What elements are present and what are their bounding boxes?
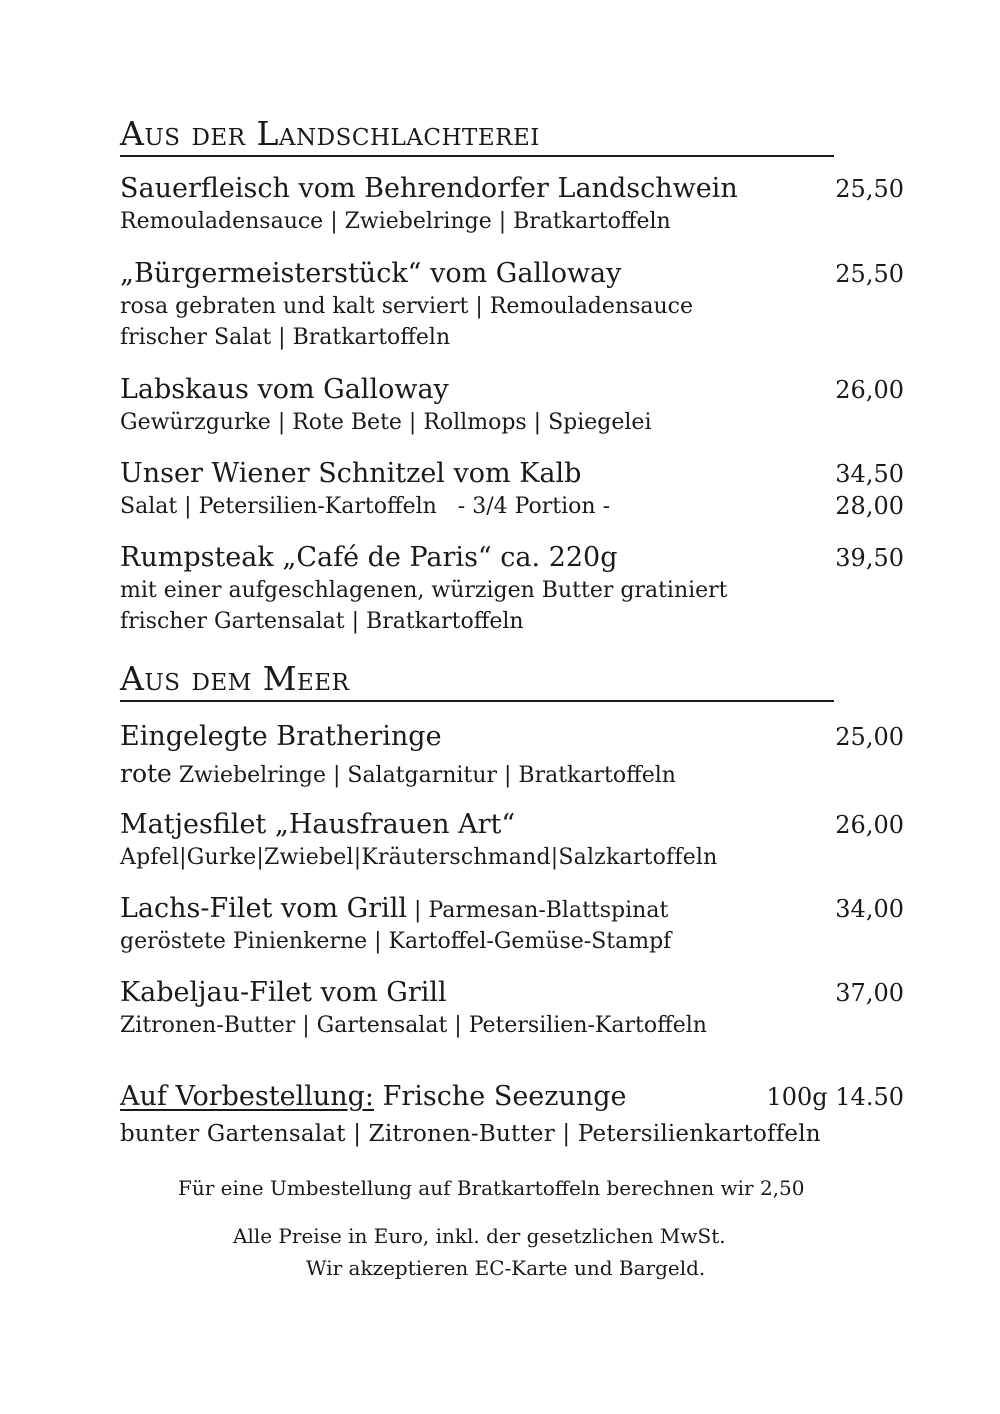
menu-item — [120, 892, 904, 957]
desc-text: Zwiebelringe | Salatgarnitur | Bratkartoffeln — [171, 763, 676, 788]
item-name: „Bürgermeisterstück“ vom Galloway — [120, 258, 622, 289]
menu-item — [120, 976, 904, 1041]
item-name: Matjesfilet „Hausfrauen Art“ — [120, 809, 516, 840]
price-note: Alle Preise in Euro, inkl. der gesetzlichen MwSt. — [233, 1224, 726, 1248]
item-description: frischer Salat | Bratkartoffeln — [120, 325, 451, 350]
menu-item — [120, 172, 904, 237]
item-name: Sauerfleisch vom Behrendorfer Landschwein — [120, 173, 738, 204]
item-price: 25,00 — [835, 723, 904, 751]
item-price: 25,50 — [835, 260, 904, 288]
special-name: Frische Seezunge — [374, 1081, 627, 1112]
item-name: Unser Wiener Schnitzel vom Kalb — [120, 458, 582, 489]
menu-item — [120, 373, 904, 438]
menu-item — [120, 257, 904, 353]
item-portion-price: 28,00 — [835, 492, 904, 520]
item-description: Zitronen-Butter | Gartensalat | Petersilien-Kartoffeln — [120, 1013, 707, 1038]
item-name-main: Lachs-Filet vom Grill — [120, 893, 408, 924]
item-description: frischer Gartensalat | Bratkartoffeln — [120, 609, 524, 634]
item-price: 34,00 — [835, 895, 904, 923]
special-price: 100g 14.50 — [766, 1083, 904, 1111]
item-price: 26,00 — [835, 811, 904, 839]
surcharge-note: Für eine Umbestellung auf Bratkartoffeln berechnen wir 2,50 — [178, 1176, 805, 1200]
item-name: Labskaus vom Galloway — [120, 374, 449, 405]
item-price: 25,50 — [835, 175, 904, 203]
item-description — [120, 758, 904, 791]
menu-item — [120, 808, 904, 873]
item-price: 39,50 — [835, 544, 904, 572]
item-name-sub: | Parmesan-Blattspinat — [407, 898, 669, 923]
item-name: Eingelegte Bratheringe — [120, 721, 442, 752]
special-item — [120, 1078, 904, 1152]
item-description: Gewürzgurke | Rote Bete | Rollmops | Spiegelei — [120, 410, 652, 435]
item-description: rosa gebraten und kalt serviert | Remouladensauce — [120, 294, 693, 319]
section-title-landschlachterei: Aus der Landschlachterei — [120, 115, 834, 157]
payment-note: Wir akzeptieren EC-Karte und Bargeld. — [306, 1256, 706, 1280]
menu-item — [120, 457, 904, 522]
item-description: Remouladensauce | Zwiebelringe | Bratkartoffeln — [120, 209, 671, 234]
item-description: Salat | Petersilien-Kartoffeln - 3/4 Portion - — [120, 494, 611, 519]
item-price: 37,00 — [835, 979, 904, 1007]
item-price: 26,00 — [835, 376, 904, 404]
item-name — [120, 892, 668, 928]
section-title-meer: Aus dem Meer — [120, 660, 834, 702]
item-name: Rumpsteak „Café de Paris“ ca. 220g — [120, 542, 618, 573]
item-description: Apfel|Gurke|Zwiebel|Kräuterschmand|Salzkartoffeln — [120, 845, 718, 870]
item-name: Kabeljau-Filet vom Grill — [120, 977, 447, 1008]
item-description: geröstete Pinienkerne | Kartoffel-Gemüse-Stampf — [120, 929, 672, 954]
special-label: Auf Vorbestellung: — [120, 1081, 375, 1112]
desc-word: rote — [120, 759, 172, 788]
item-description: mit einer aufgeschlagenen, würzigen Butter gratiniert — [120, 578, 728, 603]
menu-item — [120, 541, 904, 637]
special-description: bunter Gartensalat | Zitronen-Butter | Petersilienkartoffeln — [120, 1121, 821, 1147]
menu-item — [120, 720, 904, 791]
item-price: 34,50 — [835, 460, 904, 488]
